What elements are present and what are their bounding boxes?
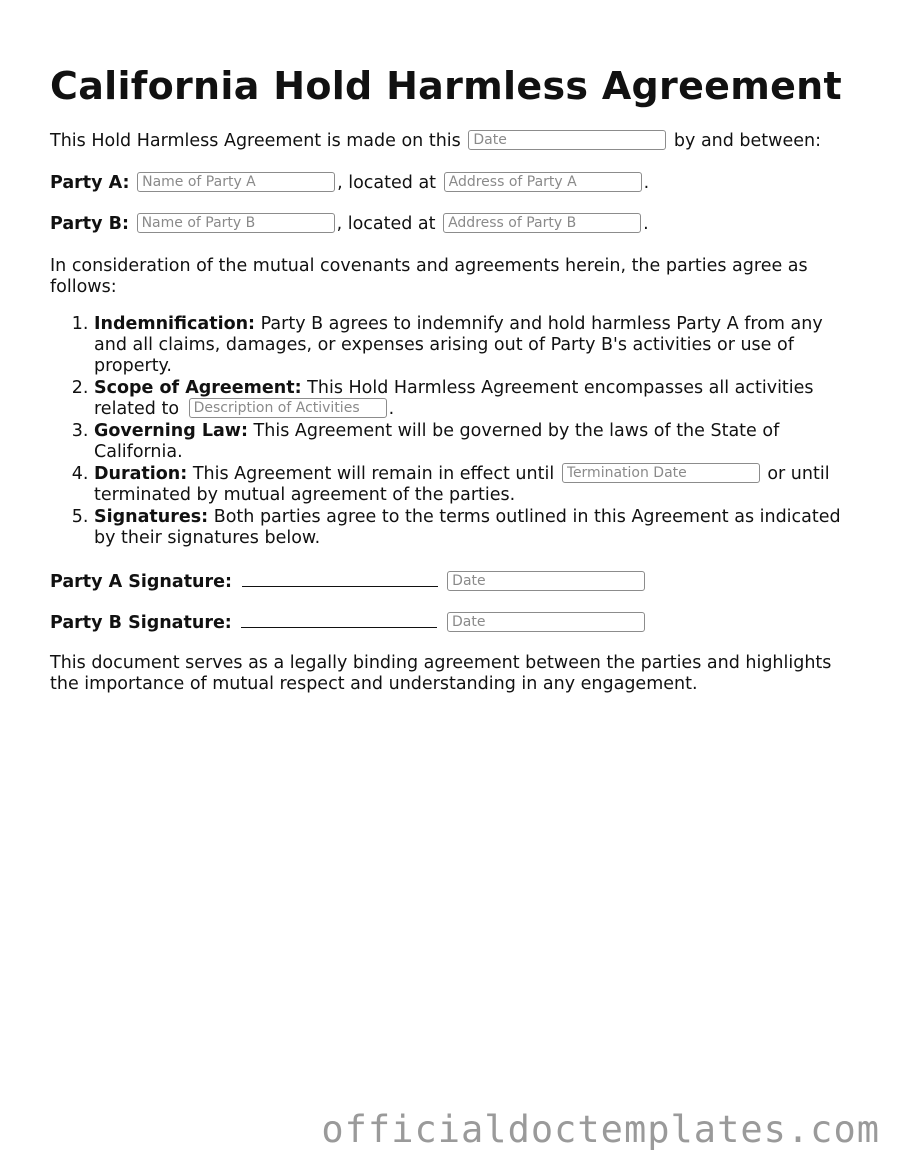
activities-description-input[interactable]: [189, 398, 387, 418]
party-a-line: [50, 173, 649, 194]
term-text: Both parties agree to the terms outlined in this Agreement as indicated by their signatures below.: [94, 507, 841, 548]
party-a-located-text: , located at: [337, 173, 437, 193]
party-b-located-text: , located at: [336, 214, 436, 234]
term-text: This Agreement will be governed by the laws of the State of California.: [94, 421, 780, 462]
term-duration: [94, 464, 854, 506]
term-text: Party B agrees to indemnify and hold harmless Party A from any and all claims, damages, or expenses arising out of Party B's activities or use of property.: [94, 314, 823, 376]
term-governing-law: [94, 421, 854, 463]
party-b-label: Party B:: [50, 214, 129, 234]
terms-list: [50, 314, 854, 549]
term-heading: Governing Law:: [94, 421, 248, 441]
consideration-paragraph: In consideration of the mutual covenants and agreements herein, the parties agree as follows:: [50, 256, 808, 297]
party-b-line: [50, 214, 649, 235]
party-a-name-input[interactable]: [137, 172, 335, 192]
termination-date-input[interactable]: [562, 463, 760, 483]
term-text: This Hold Harmless Agreement encompasses all activities related to: [94, 378, 814, 419]
term-heading: Scope of Agreement:: [94, 378, 302, 398]
party-a-signature-line: [50, 570, 647, 593]
party-b-name-input[interactable]: [137, 213, 335, 233]
party-b-signature-label: Party B Signature:: [50, 613, 232, 633]
term-indemnification: [94, 314, 854, 377]
party-a-period: .: [643, 173, 650, 193]
term-text: This Agreement will remain in effect until: [192, 464, 555, 484]
intro-prefix: This Hold Harmless Agreement is made on this: [50, 131, 461, 151]
party-a-address-input[interactable]: [444, 172, 642, 192]
intro-line: [50, 131, 821, 152]
party-b-address-input[interactable]: [443, 213, 641, 233]
term-after: or until terminated by mutual agreement of the parties.: [94, 464, 830, 505]
party-a-signature-blank[interactable]: [242, 570, 438, 587]
party-b-signature-date-input[interactable]: [447, 612, 645, 632]
party-a-signature-date-input[interactable]: [447, 571, 645, 591]
term-scope: [94, 378, 854, 420]
party-b-signature-line: [50, 611, 647, 634]
term-after: .: [388, 399, 395, 419]
party-b-signature-blank[interactable]: [241, 611, 437, 628]
term-signatures: [94, 507, 854, 549]
term-heading: Indemnification:: [94, 314, 256, 334]
intro-suffix: by and between:: [673, 131, 822, 151]
party-b-period: .: [643, 214, 649, 234]
party-a-label: Party A:: [50, 173, 130, 193]
closing-paragraph: This document serves as a legally binding agreement between the parties and highlights the importance of mutual respect and understanding in any engagement.: [50, 653, 832, 694]
term-heading: Signatures:: [94, 507, 209, 527]
party-a-signature-label: Party A Signature:: [50, 572, 233, 592]
watermark-text: officialdoctemplates.com: [321, 1108, 880, 1151]
page-title: California Hold Harmless Agreement: [50, 64, 843, 108]
term-heading: Duration:: [94, 464, 188, 484]
agreement-date-input[interactable]: [468, 130, 666, 150]
